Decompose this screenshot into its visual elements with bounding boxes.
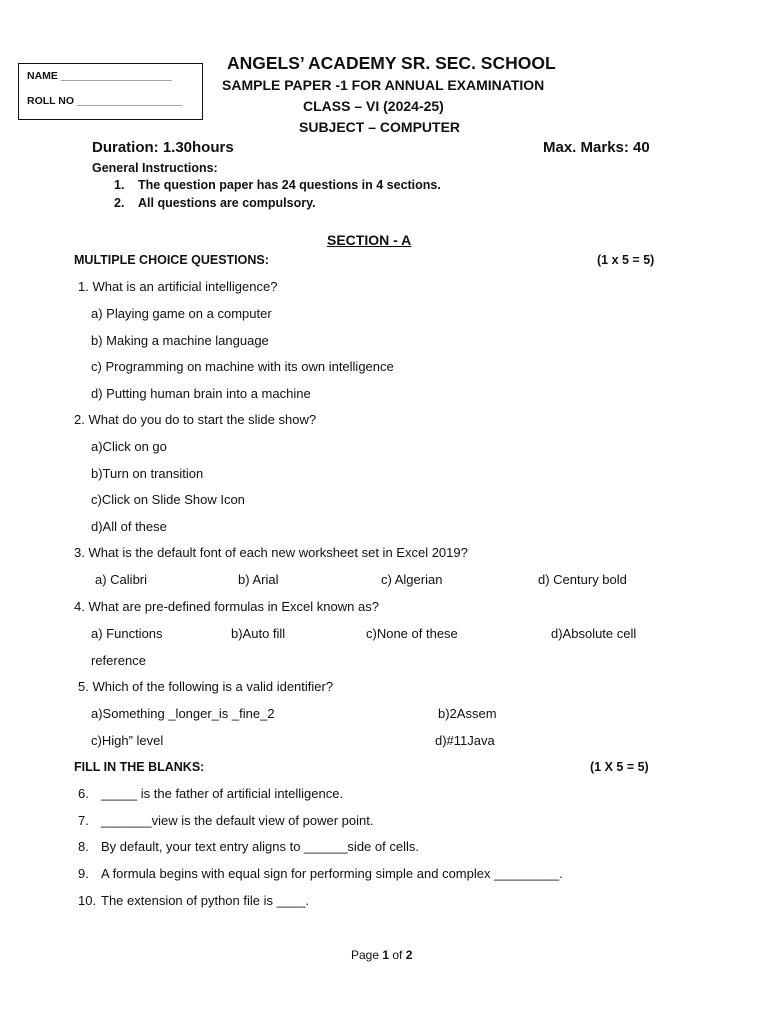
name-field[interactable]: NAME ___________________ [27, 70, 172, 82]
q4-option-c: c)None of these [366, 626, 458, 641]
fib-question: A formula begins with equal sign for performing simple and complex _________. [101, 866, 563, 881]
q4-option-d-continuation: reference [91, 653, 146, 668]
q2-option-d: d)All of these [91, 519, 167, 534]
q1-option-b: b) Making a machine language [91, 333, 269, 348]
q3-option-c: c) Algerian [381, 572, 443, 587]
q2-option-a: a)Click on go [91, 439, 167, 454]
mcq-heading: MULTIPLE CHOICE QUESTIONS: [74, 253, 269, 267]
page-of: of [389, 948, 406, 962]
q3-option-b: b) Arial [238, 572, 279, 587]
q5-option-b: b)2Assem [438, 706, 497, 721]
q5-option-c: c)High” level [91, 733, 164, 748]
instruction-text: All questions are compulsory. [138, 196, 316, 210]
page-current: 1 [382, 948, 390, 962]
q3-option-d: d) Century bold [538, 572, 627, 587]
paper-title: SAMPLE PAPER -1 FOR ANNUAL EXAMINATION [222, 77, 545, 93]
school-name: ANGELS’ ACADEMY SR. SEC. SCHOOL [227, 53, 556, 73]
q1-option-a: a) Playing game on a computer [91, 306, 272, 321]
fib-number: 10. [78, 893, 97, 908]
roll-no-field[interactable]: ROLL NO __________________ [27, 95, 183, 107]
duration: Duration: 1.30hours [92, 139, 234, 156]
question-2: 2. What do you do to start the slide show? [74, 412, 317, 427]
q5-option-a: a)Something _longer_is _fine_2 [91, 706, 275, 721]
name-roll-box [18, 63, 203, 120]
fib-question: _____ is the father of artificial intelligence. [101, 786, 344, 801]
instruction-text: The question paper has 24 questions in 4 sections. [138, 178, 441, 192]
mcq-marks: (1 x 5 = 5) [597, 253, 655, 267]
subject-line: SUBJECT – COMPUTER [299, 119, 461, 135]
q2-option-b: b)Turn on transition [91, 466, 204, 481]
fib-number: 8. [78, 839, 89, 854]
instructions-heading: General Instructions: [92, 161, 218, 175]
question-1: 1. What is an artificial intelligence? [78, 279, 278, 294]
q4-option-d: d)Absolute cell [551, 626, 637, 641]
fib-number: 9. [78, 866, 89, 881]
q2-option-c: c)Click on Slide Show Icon [91, 492, 245, 507]
q5-option-d: d)#11Java [435, 733, 495, 748]
fib-question: The extension of python file is ____. [101, 893, 310, 908]
page-number [351, 948, 412, 962]
fib-question: _______view is the default view of power point. [101, 813, 374, 828]
fib-number: 6. [78, 786, 89, 801]
fib-marks: (1 X 5 = 5) [590, 760, 649, 774]
instruction-num: 1. [114, 178, 125, 192]
q4-option-b: b)Auto fill [231, 626, 286, 641]
page-prefix: Page [351, 948, 383, 962]
page-total: 2 [405, 948, 413, 962]
q3-option-a: a) Calibri [95, 572, 148, 587]
fib-number: 7. [78, 813, 89, 828]
question-3: 3. What is the default font of each new worksheet set in Excel 2019? [74, 545, 468, 560]
section-a-title: SECTION - A [327, 232, 412, 248]
q1-option-c: c) Programming on machine with its own intelligence [91, 359, 394, 374]
class-line: CLASS – VI (2024-25) [303, 98, 444, 114]
instruction-num: 2. [114, 196, 125, 210]
fib-question: By default, your text entry aligns to ______side of cells. [101, 839, 419, 854]
question-5: 5. Which of the following is a valid identifier? [78, 679, 334, 694]
q4-option-a: a) Functions [91, 626, 163, 641]
max-marks: Max. Marks: 40 [543, 139, 650, 156]
fib-heading: FILL IN THE BLANKS: [74, 760, 205, 774]
question-4: 4. What are pre-defined formulas in Excel known as? [74, 599, 379, 614]
q1-option-d: d) Putting human brain into a machine [91, 386, 311, 401]
